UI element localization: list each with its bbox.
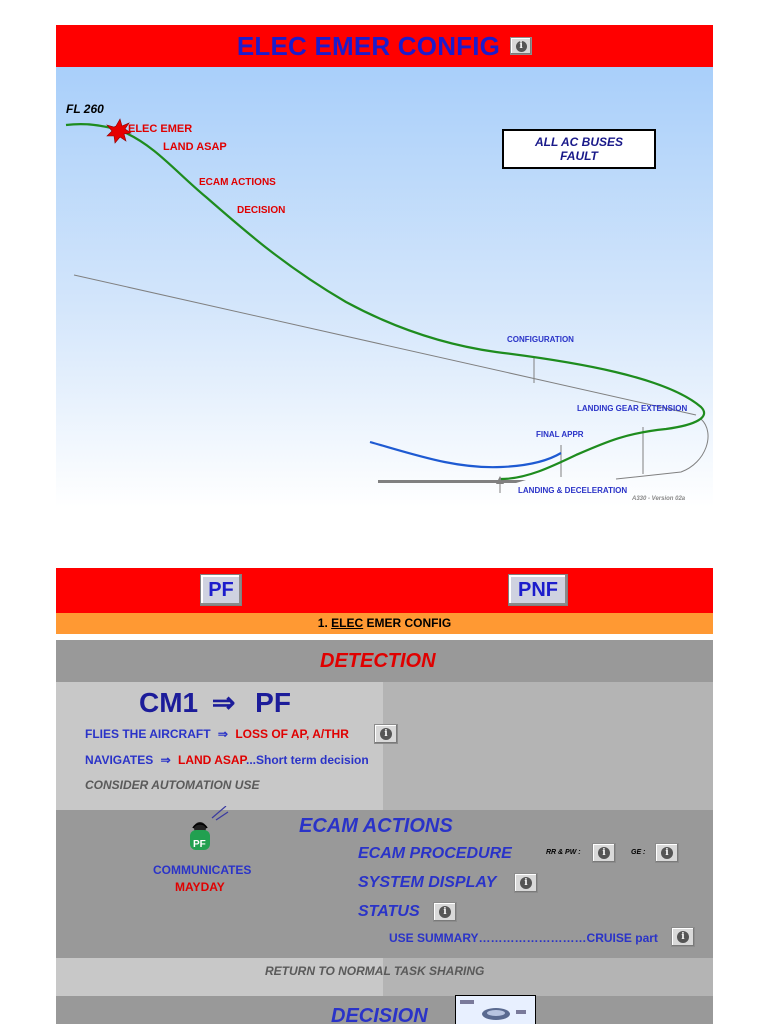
box-line-2: FAULT <box>560 149 598 163</box>
landing-deceleration-label: LANDING & DECELERATION <box>518 486 628 495</box>
system-display-text: SYSTEM DISPLAY <box>358 874 497 891</box>
glide-reference-line <box>74 275 696 415</box>
elec-emer-label: ELEC EMER <box>128 123 193 135</box>
info-icon[interactable]: i <box>655 843 679 863</box>
glide-path-line <box>370 442 561 467</box>
pf-button[interactable]: PF <box>200 574 242 606</box>
consider-automation-text: CONSIDER AUTOMATION USE <box>85 778 260 792</box>
info-icon[interactable]: i <box>374 724 398 744</box>
final-appr-label: FINAL APPR <box>536 430 584 439</box>
slide-title: ELEC EMER CONFIG <box>236 30 501 61</box>
loss-text: LOSS OF AP, A/THR <box>235 727 349 741</box>
communicates-text: COMMUNICATES <box>153 863 252 877</box>
loop-return-line <box>616 419 708 479</box>
ecam-procedure-text: ECAM PROCEDURE <box>358 845 512 862</box>
cm1-line <box>139 686 291 719</box>
land-asap-text: LAND ASAP <box>177 753 246 767</box>
info-icon[interactable]: i <box>510 37 532 55</box>
info-icon[interactable]: i <box>671 927 695 947</box>
roles-header <box>56 568 713 613</box>
decision-label: DECISION <box>237 205 286 216</box>
navigates-text: NAVIGATES <box>85 753 154 767</box>
pf-icon-label: PF <box>193 839 206 850</box>
flight-profile-diagram <box>56 67 713 507</box>
use-summary-text: USE SUMMARY………………………CRUISE part <box>389 931 658 945</box>
section-title-rest: EMER CONFIG <box>366 616 452 630</box>
flight-level-label: FL 260 <box>66 102 104 116</box>
navigates-line <box>85 753 369 767</box>
slide-title-bar <box>56 25 713 67</box>
mayday-text: MAYDAY <box>175 880 225 894</box>
status-text: STATUS <box>358 903 420 920</box>
airport-picture-icon <box>455 995 536 1024</box>
box-line-1: ALL AC BUSES <box>534 135 623 149</box>
section-title-underlined: ELEC <box>331 616 364 630</box>
ge-label: GE : <box>631 849 646 856</box>
flies-text: FLIES THE AIRCRAFT <box>85 727 211 741</box>
flies-arrow: ⇒ <box>217 727 228 741</box>
elec-emer-config-slide <box>56 25 713 507</box>
all-ac-buses-fault-box <box>502 129 656 169</box>
info-icon[interactable]: i <box>514 873 538 893</box>
runway <box>378 480 526 483</box>
navigates-arrow: ⇒ <box>160 753 171 767</box>
section-title <box>56 613 713 634</box>
info-icon[interactable]: i <box>433 902 457 922</box>
short-term-text: ...Short term decision <box>246 753 369 767</box>
cm1-arrow: ⇒ <box>211 687 236 718</box>
info-icon[interactable]: i <box>592 843 616 863</box>
landing-gear-extension-label: LANDING GEAR EXTENSION <box>577 404 688 413</box>
ecam-actions-heading: ECAM ACTIONS <box>299 815 453 837</box>
return-normal-task-sharing-text: RETURN TO NORMAL TASK SHARING <box>265 964 485 978</box>
configuration-label: CONFIGURATION <box>507 335 574 344</box>
version-label: A330 - Version 02a <box>632 496 686 502</box>
cm1-role: PF <box>255 687 291 718</box>
rr-pw-label: RR & PW : <box>546 849 581 856</box>
cm1-text: CM1 <box>139 687 199 718</box>
flight-path-line <box>66 124 704 479</box>
flies-line <box>85 727 349 741</box>
land-asap-label: LAND ASAP <box>163 141 227 153</box>
decision-heading: DECISION <box>331 1005 428 1024</box>
ecam-actions-label: ECAM ACTIONS <box>199 177 276 188</box>
task-sharing-slide <box>56 568 713 1024</box>
pnf-button[interactable]: PNF <box>508 574 568 606</box>
detection-heading: DETECTION <box>320 650 436 672</box>
section-number: 1. <box>317 616 328 630</box>
